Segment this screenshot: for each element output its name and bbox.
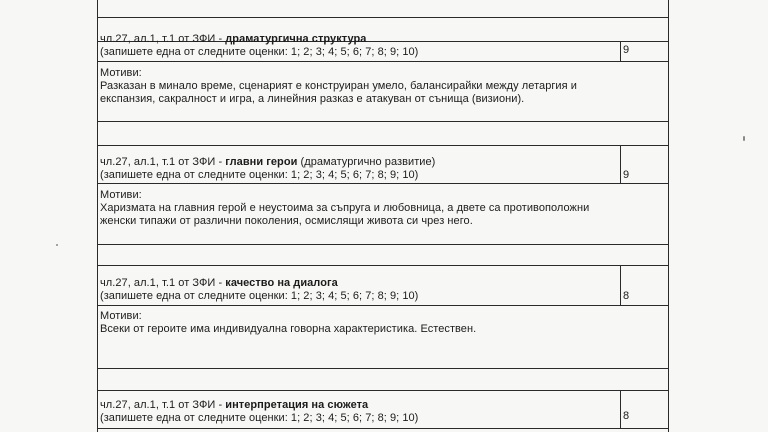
section-2-bottom-border	[97, 244, 669, 245]
section-3-motives-line-1: Всеки от героите има индивидуална говорна характеристика. Естествен.	[100, 323, 477, 335]
section-3-score: 8	[623, 290, 630, 302]
section-4-instruction: (запишете една от следните оценки: 1; 2; 3; 4; 5; 6; 7; 8; 9; 10)	[100, 412, 419, 424]
section-2-heading	[100, 156, 435, 169]
section-1-criterion: драматургична структура	[225, 33, 367, 45]
section-4-score: 8	[623, 410, 630, 422]
section-3-instruction: (запишете една от следните оценки: 1; 2; 3; 4; 5; 6; 7; 8; 9; 10)	[100, 290, 419, 302]
section-1-score: 9	[623, 44, 630, 56]
section-1-ref: чл.27, ал.1, т.1 от ЗФИ -	[100, 33, 226, 45]
section-2-note: (драматургично развитие)	[297, 156, 436, 168]
section-4-motives-border	[97, 428, 669, 429]
section-3-top-border	[97, 265, 669, 266]
section-2-motives-line-2: женски типажи от различни поколения, осмислящи живота си чрез него.	[100, 215, 473, 227]
section-1-motives-border	[97, 61, 669, 62]
section-4-ref: чл.27, ал.1, т.1 от ЗФИ -	[100, 399, 226, 411]
section-1-motives-line-1: Разказан в минало време, сценарият е конструиран умело, балансирайки между летаргия и	[100, 80, 577, 92]
section-3-motives-border	[97, 305, 669, 306]
scan-speck	[743, 136, 745, 141]
top-divider	[97, 17, 669, 18]
section-3-heading	[100, 277, 338, 290]
section-2-instruction: (запишете една от следните оценки: 1; 2; 3; 4; 5; 6; 7; 8; 9; 10)	[100, 169, 419, 181]
section-4-heading	[100, 399, 368, 412]
section-2-motives-label: Мотиви:	[100, 189, 142, 201]
section-2-top-border	[97, 145, 669, 146]
section-2-motives-line-1: Харизмата на главния герой е неустоима за съпруга и любовница, а двете са противоположни	[100, 202, 590, 214]
section-2-score-cell-border	[620, 145, 621, 183]
section-2-motives-border	[97, 183, 669, 184]
section-1-heading	[100, 33, 366, 46]
section-1-motives-line-2: експанзия, сакралност и игра, а линейния разказ е атакуван от сънища (визиони).	[100, 93, 525, 105]
section-3-bottom-border	[97, 368, 669, 369]
section-3-motives-label: Мотиви:	[100, 310, 142, 322]
section-4-top-border	[97, 390, 669, 391]
section-2-score: 9	[623, 169, 630, 181]
section-1-bottom-border	[97, 121, 669, 122]
section-1-motives-label: Мотиви:	[100, 67, 142, 79]
section-3-ref: чл.27, ал.1, т.1 от ЗФИ -	[100, 277, 226, 289]
section-1-instruction: (запишете една от следните оценки: 1; 2; 3; 4; 5; 6; 7; 8; 9; 10)	[100, 46, 419, 58]
section-4-score-cell-border	[620, 390, 621, 428]
section-2-ref: чл.27, ал.1, т.1 от ЗФИ -	[100, 156, 226, 168]
section-2-criterion: главни герои	[225, 156, 298, 168]
section-4-criterion: интерпретация на сюжета	[225, 399, 369, 411]
section-1-score-cell-border	[620, 41, 621, 61]
scan-speck	[56, 244, 58, 246]
section-3-criterion: качество на диалога	[225, 277, 338, 289]
section-3-score-cell-border	[620, 265, 621, 305]
